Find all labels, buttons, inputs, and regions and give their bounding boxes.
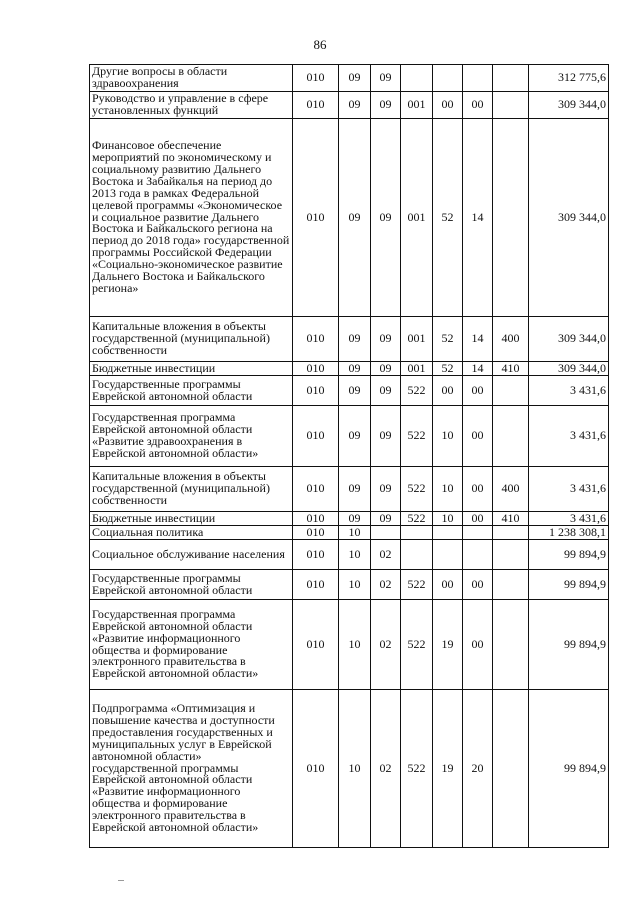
cell-cs2 [433,540,463,570]
cell-cs3 [463,540,493,570]
cell-rz: 09 [339,92,371,119]
cell-vr: 410 [493,362,529,376]
cell-amount: 99 894,9 [529,570,609,600]
cell-vr [493,540,529,570]
cell-vr [493,65,529,92]
cell-name: Государственная программа Еврейской автономной области «Развитие здравоохранения в Еврейской автономной области» [90,406,293,467]
cell-cs3: 20 [463,690,493,848]
cell-cs2: 52 [433,317,463,362]
cell-rz: 10 [339,540,371,570]
cell-ved: 010 [293,570,339,600]
budget-table-body [90,65,609,848]
cell-cs2: 10 [433,512,463,526]
cell-cs3 [463,526,493,540]
cell-cs3: 14 [463,362,493,376]
cell-pr: 09 [371,92,401,119]
cell-pr: 09 [371,376,401,406]
cell-cs2: 00 [433,92,463,119]
scan-speck [118,880,124,881]
cell-cs2: 52 [433,119,463,317]
cell-amount: 309 344,0 [529,362,609,376]
cell-name: Бюджетные инвестиции [90,512,293,526]
cell-rz: 09 [339,362,371,376]
cell-cs2: 00 [433,376,463,406]
cell-ved: 010 [293,317,339,362]
cell-pr: 09 [371,512,401,526]
cell-rz: 09 [339,467,371,512]
cell-pr: 09 [371,119,401,317]
table-row [90,540,609,570]
cell-rz: 10 [339,600,371,690]
table-row [90,376,609,406]
cell-amount: 312 775,6 [529,65,609,92]
cell-amount: 309 344,0 [529,119,609,317]
cell-rz: 10 [339,526,371,540]
cell-cs1: 522 [401,512,433,526]
cell-name: Подпрограмма «Оптимизация и повышение качества и доступности предоставления государственных и муниципальных услуг в Еврейской автономной области» государственной программы Еврейской автономной области «Развитие информационного общества и формирование электронного правительства в Еврейской автономной области» [90,690,293,848]
cell-cs1 [401,540,433,570]
cell-cs3: 00 [463,512,493,526]
table-row [90,570,609,600]
cell-pr: 09 [371,362,401,376]
cell-ved: 010 [293,406,339,467]
cell-pr: 02 [371,570,401,600]
table-row [90,65,609,92]
cell-cs1: 522 [401,690,433,848]
cell-ved: 010 [293,467,339,512]
cell-pr: 09 [371,467,401,512]
cell-pr: 02 [371,690,401,848]
table-row [90,317,609,362]
table-row [90,119,609,317]
cell-name: Финансовое обеспечение мероприятий по экономическому и социальному развитию Дальнего Востока и Забайкалья на период до 2013 года в рамках Федеральной целевой программы «Экономическое и социальное развитие Дальнего Востока и Байкальского региона на период до 2018 года» государственной программы Российской Федерации «Социально-экономическое развитие Дальнего Востока и Байкальского региона» [90,119,293,317]
cell-amount: 3 431,6 [529,512,609,526]
cell-vr [493,570,529,600]
cell-vr [493,600,529,690]
table-row [90,467,609,512]
cell-cs1: 522 [401,600,433,690]
cell-pr: 02 [371,600,401,690]
cell-cs2: 10 [433,406,463,467]
cell-rz: 09 [339,512,371,526]
cell-ved: 010 [293,526,339,540]
cell-rz: 09 [339,65,371,92]
table-row [90,600,609,690]
cell-cs3: 14 [463,317,493,362]
cell-cs1: 001 [401,317,433,362]
cell-rz: 09 [339,119,371,317]
cell-cs2 [433,65,463,92]
cell-pr: 09 [371,65,401,92]
cell-cs2: 00 [433,570,463,600]
cell-ved: 010 [293,362,339,376]
cell-rz: 10 [339,690,371,848]
cell-ved: 010 [293,540,339,570]
cell-vr: 400 [493,317,529,362]
cell-vr [493,376,529,406]
cell-pr: 09 [371,406,401,467]
cell-cs1: 001 [401,362,433,376]
cell-ved: 010 [293,119,339,317]
cell-cs2: 19 [433,600,463,690]
cell-cs2: 52 [433,362,463,376]
cell-cs1: 522 [401,467,433,512]
cell-amount: 3 431,6 [529,406,609,467]
cell-cs2: 10 [433,467,463,512]
table-row [90,526,609,540]
cell-name: Капитальные вложения в объекты государственной (муниципальной) собственности [90,317,293,362]
table-row [90,92,609,119]
table-row [90,690,609,848]
cell-pr: 02 [371,540,401,570]
cell-cs3: 00 [463,600,493,690]
cell-rz: 09 [339,376,371,406]
table-row [90,406,609,467]
cell-pr: 09 [371,317,401,362]
cell-name: Бюджетные инвестиции [90,362,293,376]
cell-amount: 1 238 308,1 [529,526,609,540]
table-row [90,362,609,376]
cell-ved: 010 [293,92,339,119]
cell-cs3: 14 [463,119,493,317]
cell-ved: 010 [293,600,339,690]
cell-amount: 3 431,6 [529,376,609,406]
cell-vr: 400 [493,467,529,512]
cell-vr: 410 [493,512,529,526]
cell-name: Государственные программы Еврейской автономной области [90,570,293,600]
cell-cs2 [433,526,463,540]
cell-ved: 010 [293,512,339,526]
cell-name: Государственная программа Еврейской автономной области «Развитие информационного общества и формирование электронного правительства в Еврейской автономной области» [90,600,293,690]
cell-cs3: 00 [463,376,493,406]
cell-ved: 010 [293,376,339,406]
page-number: 86 [313,37,327,52]
cell-vr [493,119,529,317]
cell-name: Государственные программы Еврейской автономной области [90,376,293,406]
cell-cs3 [463,65,493,92]
cell-name: Руководство и управление в сфере установленных функций [90,92,293,119]
cell-cs1: 522 [401,376,433,406]
cell-cs3: 00 [463,570,493,600]
cell-ved: 010 [293,65,339,92]
cell-amount: 99 894,9 [529,690,609,848]
budget-table [89,64,609,848]
cell-cs1: 001 [401,119,433,317]
cell-rz: 10 [339,570,371,600]
cell-cs1: 001 [401,92,433,119]
cell-name: Социальное обслуживание населения [90,540,293,570]
cell-cs3: 00 [463,92,493,119]
cell-vr [493,92,529,119]
table-row [90,512,609,526]
cell-pr [371,526,401,540]
cell-name: Капитальные вложения в объекты государственной (муниципальной) собственности [90,467,293,512]
cell-amount: 99 894,9 [529,600,609,690]
cell-ved: 010 [293,690,339,848]
cell-cs1: 522 [401,406,433,467]
cell-rz: 09 [339,406,371,467]
cell-amount: 309 344,0 [529,317,609,362]
cell-amount: 309 344,0 [529,92,609,119]
cell-rz: 09 [339,317,371,362]
cell-cs3: 00 [463,467,493,512]
cell-vr [493,690,529,848]
cell-cs3: 00 [463,406,493,467]
cell-name: Социальная политика [90,526,293,540]
cell-cs1 [401,65,433,92]
cell-amount: 99 894,9 [529,540,609,570]
cell-amount: 3 431,6 [529,467,609,512]
cell-cs1 [401,526,433,540]
cell-name: Другие вопросы в области здравоохранения [90,65,293,92]
cell-cs2: 19 [433,690,463,848]
cell-cs1: 522 [401,570,433,600]
cell-vr [493,526,529,540]
cell-vr [493,406,529,467]
